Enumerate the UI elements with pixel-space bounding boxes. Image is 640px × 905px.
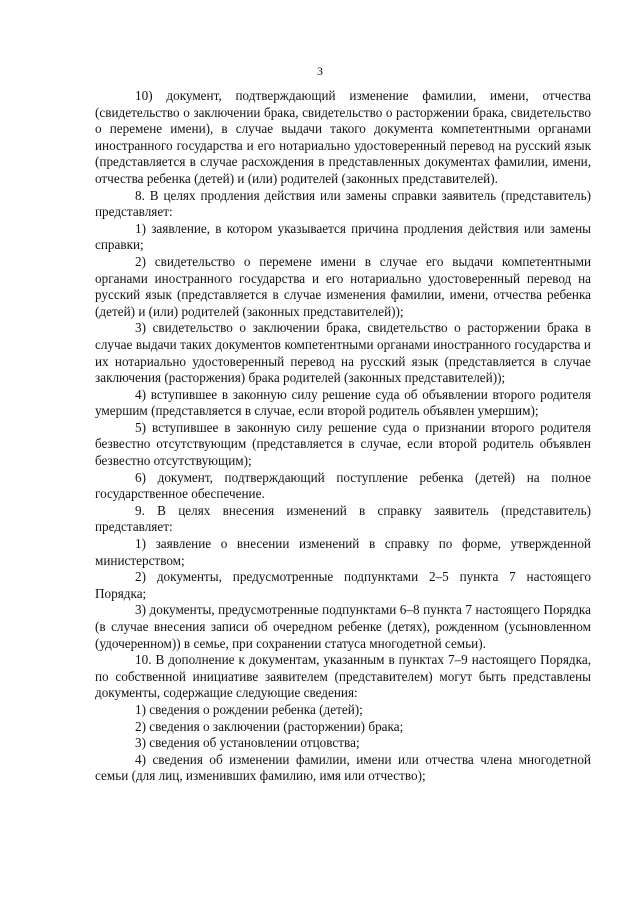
page-number: 3	[317, 64, 323, 78]
paragraph-item-10-change-of-name-document: 10) документ, подтверждающий изменение фамилии, имени, отчества (свидетельство о заключении брака, свидетельство о расторжении брака, свидетельство о перемене имени), в случае выдачи такого документа компетентными органами иностранного государства и его нотариально удостоверенный перевод на русский язык (представляется в случае расхождения в представленных документах фамилии, имени, отчества ребенка (детей) и (или) родителей (законных представителей).	[95, 88, 591, 186]
paragraph-clause-10-heading: 10. В дополнение к документам, указанным в пунктах 7–9 настоящего Порядка, по собственной инициативе заявителем (представителем) могут быть представлены документы, содержащие следующие сведения:	[95, 652, 591, 701]
paragraph-clause-8-heading: 8. В целях продления действия или замены справки заявитель (представитель) представляет:	[95, 187, 591, 220]
document-body	[95, 88, 591, 785]
paragraph-clause-8-item-5: 5) вступившее в законную силу решение суда о признании второго родителя безвестно отсутствующим (представляется в случае, если второй родитель объявлен безвестно отсутствующим);	[95, 419, 591, 469]
paragraph-clause-9-item-1: 1) заявление о внесении изменений в справку по форме, утвержденной министерством;	[95, 536, 591, 568]
paragraph-clause-8-item-2: 2) свидетельство о перемене имени в случае его выдачи компетентными органами иностранного государства и его нотариально удостоверенный перевод на русский язык (представляется в случае изменения фамилии, имени, отчества ребенка (детей) и (или) родителей (законных представителей));	[95, 253, 591, 319]
paragraph-clause-10-item-2: 2) сведения о заключении (расторжении) брака;	[135, 718, 404, 734]
paragraph-clause-9-item-3: 3) документы, предусмотренные подпунктами 6–8 пункта 7 настоящего Порядка (в случае внесения записи об очередном ребенке (детях), рожденном (усыновленном (удочеренном)) в семье, при сохранении статуса многодетной семьи).	[95, 602, 591, 651]
paragraph-clause-9-heading: 9. В целях внесения изменений в справку заявитель (представитель) представляет:	[95, 502, 591, 535]
paragraph-clause-8-item-3: 3) свидетельство о заключении брака, свидетельство о расторжении брака в случае выдачи таких документов компетентными органами иностранного государства и их нотариально удостоверенный перевод на русский язык (представляется в случае заключения (расторжения) брака родителей (законных представителей));	[95, 320, 591, 386]
paragraph-clause-8-item-4: 4) вступившее в законную силу решение суда об объявлении второго родителя умершим (представляется в случае, если второй родитель объявлен умершим);	[95, 386, 591, 419]
paragraph-clause-8-item-1: 1) заявление, в котором указывается причина продления действия или замены справки;	[95, 220, 591, 253]
paragraph-clause-10-item-1: 1) сведения о рождении ребенка (детей);	[135, 701, 363, 717]
paragraph-clause-9-item-2: 2) документы, предусмотренные подпунктами 2–5 пункта 7 настоящего Порядка;	[95, 569, 591, 601]
paragraph-clause-8-item-6: 6) документ, подтверждающий поступление ребенка (детей) на полное государственное обеспечение.	[95, 469, 591, 502]
paragraph-clause-10-item-4: 4) сведения об изменении фамилии, имени или отчества члена многодетной семьи (для лиц, изменивших фамилию, имя или отчество);	[95, 751, 591, 784]
paragraph-clause-10-item-3: 3) сведения об установлении отцовства;	[135, 735, 360, 751]
